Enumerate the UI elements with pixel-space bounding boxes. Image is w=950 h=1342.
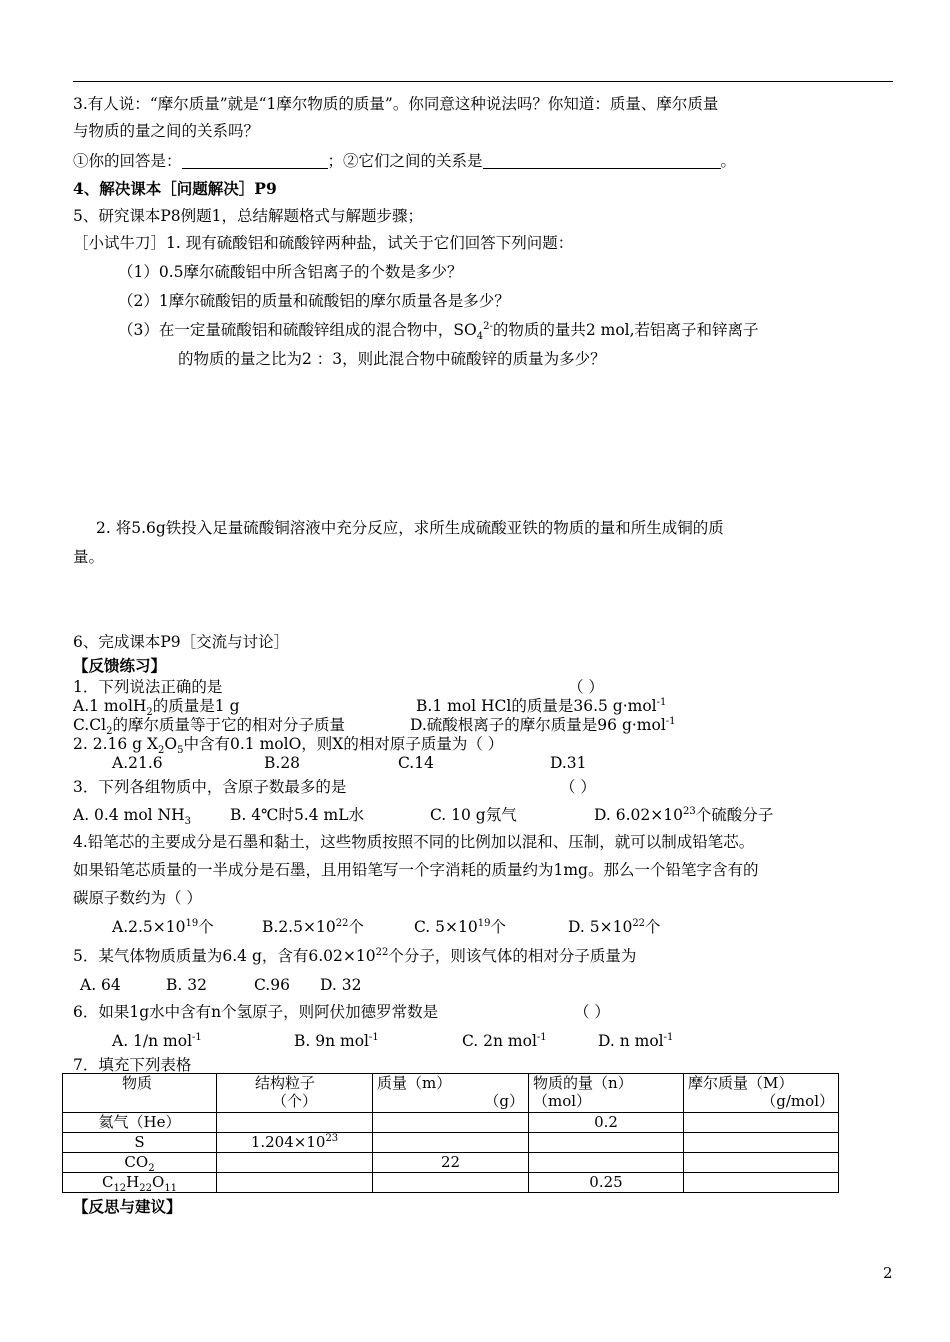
cell-molar-mass[interactable] <box>684 1153 839 1173</box>
cell-molar-mass[interactable] <box>684 1113 839 1133</box>
f3-stem: 3．下列各组物质中，含原子数最多的是 <box>73 778 347 796</box>
f5-stem: 5．某气体物质质量为6.4 g，含有$6.02\times 10^{22}$个分子，则该气体的相对分子质量为 <box>73 946 637 965</box>
f1-option-d[interactable]: D.硫酸根离子的摩尔质量是96 g·mol$^{-1}$ <box>410 715 676 734</box>
header-substance: 物质 <box>63 1074 217 1113</box>
q4-heading: 4、解决课本［问题解决］P9 <box>73 179 277 198</box>
cell-moles[interactable] <box>529 1133 684 1153</box>
f3-option-c[interactable]: C. 10 g氖气 <box>430 806 517 824</box>
sub3-text-a: （3）在一定量硫酸铝和硫酸锌组成的混合物中，SO <box>118 321 477 339</box>
page-number: 2 <box>883 1264 893 1282</box>
f3-option-a[interactable]: A. 0.4 mol $NH_3$ <box>73 806 191 828</box>
f4-option-b[interactable]: $B.2.5\times 10^{22}$个 <box>262 917 364 936</box>
f3-option-d[interactable]: D. $6.02\times 10^{23}$个硫酸分子 <box>594 805 774 824</box>
cell-substance: S <box>63 1133 217 1153</box>
f1-stem <box>73 677 222 697</box>
header-molar-mass: 摩尔质量（M） （g/mol） <box>684 1074 839 1113</box>
f1-option-a[interactable]: A.1 molH$_2$的质量是1 g <box>73 697 240 719</box>
sub3-text-b: 的物质的量共2 mol,若铝离子和锌离子 <box>492 321 759 339</box>
q6-heading: 6、完成课本P9［交流与讨论］ <box>73 633 290 651</box>
table-row <box>63 1133 839 1153</box>
practice-q2-line1: 2. 将5.6g铁投入足量硫酸铜溶液中充分反应，求所生成硫酸亚铁的物质的量和所生成铜的质 <box>96 519 724 537</box>
f3-option-b[interactable]: B. 4℃时5.4 mL水 <box>230 806 365 824</box>
cell-mass[interactable] <box>373 1113 529 1133</box>
f2-stem: 2. 2.16 g $X_2O_5$中含有0.1 molO，则X的相对原子质量为（ ） <box>73 735 504 757</box>
cell-particles[interactable] <box>217 1113 373 1133</box>
f6-option-d[interactable]: D. n mol$^{-1}$ <box>598 1031 674 1050</box>
header-moles: 物质的量（n） （mol） <box>529 1074 684 1113</box>
cell-substance: $C_{12}H_{22}O_{11}$ <box>63 1173 217 1193</box>
table-row <box>63 1173 839 1193</box>
feedback-title: 【反馈练习】 <box>73 656 167 675</box>
f4-line1: 4.铅笔芯的主要成分是石墨和黏土，这些物质按照不同的比例加以混和、压制，就可以制成铅笔芯。 <box>73 833 755 851</box>
table-row <box>63 1153 839 1173</box>
practice-sub3 <box>118 320 759 343</box>
f2-option-b[interactable]: B.28 <box>264 754 301 772</box>
f4-option-c[interactable]: C. $5\times 10^{19}$个 <box>414 917 506 936</box>
f6-stem: 6．如果1g水中含有n个氢原子，则阿伏加德罗常数是 <box>73 1003 439 1021</box>
f1-paren: （ ） <box>568 678 604 696</box>
cell-substance: $CO_2$ <box>63 1153 217 1173</box>
cell-moles: 0.25 <box>529 1173 684 1193</box>
answer-prefix: ①你的回答是： <box>73 152 182 170</box>
cell-particles: $1.204\times 10^{23}$ <box>217 1133 373 1153</box>
cell-moles: 0.2 <box>529 1113 684 1133</box>
f7-stem: 7．填充下列表格 <box>73 1056 192 1074</box>
practice-sub2: （2）1摩尔硫酸铝的质量和硫酸铝的摩尔质量各是多少？ <box>118 292 510 310</box>
f4-option-d[interactable]: D. $5\times 10^{22}$个 <box>568 917 661 936</box>
f2-option-a[interactable]: A.21.6 <box>112 754 163 772</box>
header-mass: 质量（m） （g） <box>373 1074 529 1113</box>
f5-option-b[interactable]: B. 32 <box>166 976 207 994</box>
f1-stem-text: 1．下列说法正确的是 <box>73 678 223 696</box>
practice-intro: ［小试牛刀］1. 现有硫酸铝和硫酸锌两种盐，试关于它们回答下列问题： <box>73 234 574 252</box>
f5-option-d[interactable]: D. 32 <box>320 976 362 994</box>
q5-heading: 5、研究课本P8例题1，总结解题格式与解题步骤； <box>73 207 424 225</box>
cell-mass[interactable] <box>373 1173 529 1193</box>
reflection-title: 【反思与建议】 <box>73 1197 182 1216</box>
cell-mass: 22 <box>373 1153 529 1173</box>
cell-particles[interactable] <box>217 1173 373 1193</box>
q3-answer-line <box>73 151 736 171</box>
cell-molar-mass[interactable] <box>684 1173 839 1193</box>
f3-paren: （ ） <box>560 778 596 796</box>
f4-line2: 如果铅笔芯质量的一半成分是石墨，且用铅笔写一个字消耗的质量约为1mg。那么一个铅笔字含有的 <box>73 861 759 879</box>
top-rule <box>73 81 893 82</box>
fill-in-table <box>62 1073 839 1193</box>
f1-option-c[interactable]: $C.Cl_2$的摩尔质量等于它的相对分子质量 <box>73 716 345 738</box>
table-row <box>63 1113 839 1133</box>
q3-line2: 与物质的量之间的关系吗？ <box>73 122 260 140</box>
f5-option-a[interactable]: A. 64 <box>80 976 121 994</box>
f2-option-d[interactable]: D.31 <box>550 754 587 772</box>
f5-option-c[interactable]: C.96 <box>254 976 290 994</box>
f2-option-c[interactable]: C.14 <box>398 754 434 772</box>
cell-moles[interactable] <box>529 1153 684 1173</box>
practice-sub1: （1）0.5摩尔硫酸铝中所含铝离子的个数是多少？ <box>118 263 463 281</box>
cell-particles[interactable] <box>217 1153 373 1173</box>
practice-q2-line2: 量。 <box>73 548 105 566</box>
cell-substance: 氦气（He） <box>63 1113 217 1133</box>
practice-sub3-line2: 的物质的量之比为2 ：3，则此混合物中硫酸锌的质量为多少？ <box>178 350 606 368</box>
answer-blank-2[interactable] <box>483 152 721 169</box>
sub3-superscript: 2- <box>483 320 493 332</box>
f6-option-a[interactable]: A. 1/n mol$^{-1}$ <box>112 1031 202 1050</box>
cell-mass[interactable] <box>373 1133 529 1153</box>
f6-option-b[interactable]: B. 9n mol$^{-1}$ <box>294 1031 379 1050</box>
answer-end: 。 <box>720 152 737 170</box>
cell-molar-mass[interactable] <box>684 1133 839 1153</box>
header-particles: 结构粒子 （个） <box>217 1074 373 1113</box>
f4-option-a[interactable]: $A.2.5\times 10^{19}$个 <box>112 917 214 936</box>
f6-option-c[interactable]: C. 2n mol$^{-1}$ <box>462 1031 547 1050</box>
sub3-subscript: 4 <box>476 331 484 343</box>
answer-middle: ；②它们之间的关系是 <box>327 152 483 170</box>
q3-line1: 3.有人说：“摩尔质量”就是“1摩尔物质的质量”。你同意这种说法吗？你知道：质量、摩尔质量 <box>73 95 719 113</box>
f1-option-b[interactable]: B.1 mol HCl的质量是36.5 g·mol$^{-1}$ <box>416 696 667 715</box>
f4-line3: 碳原子数约为（ ） <box>73 889 202 907</box>
answer-blank-1[interactable] <box>182 152 328 169</box>
f6-paren: （ ） <box>574 1003 610 1021</box>
table-header-row <box>63 1074 839 1113</box>
